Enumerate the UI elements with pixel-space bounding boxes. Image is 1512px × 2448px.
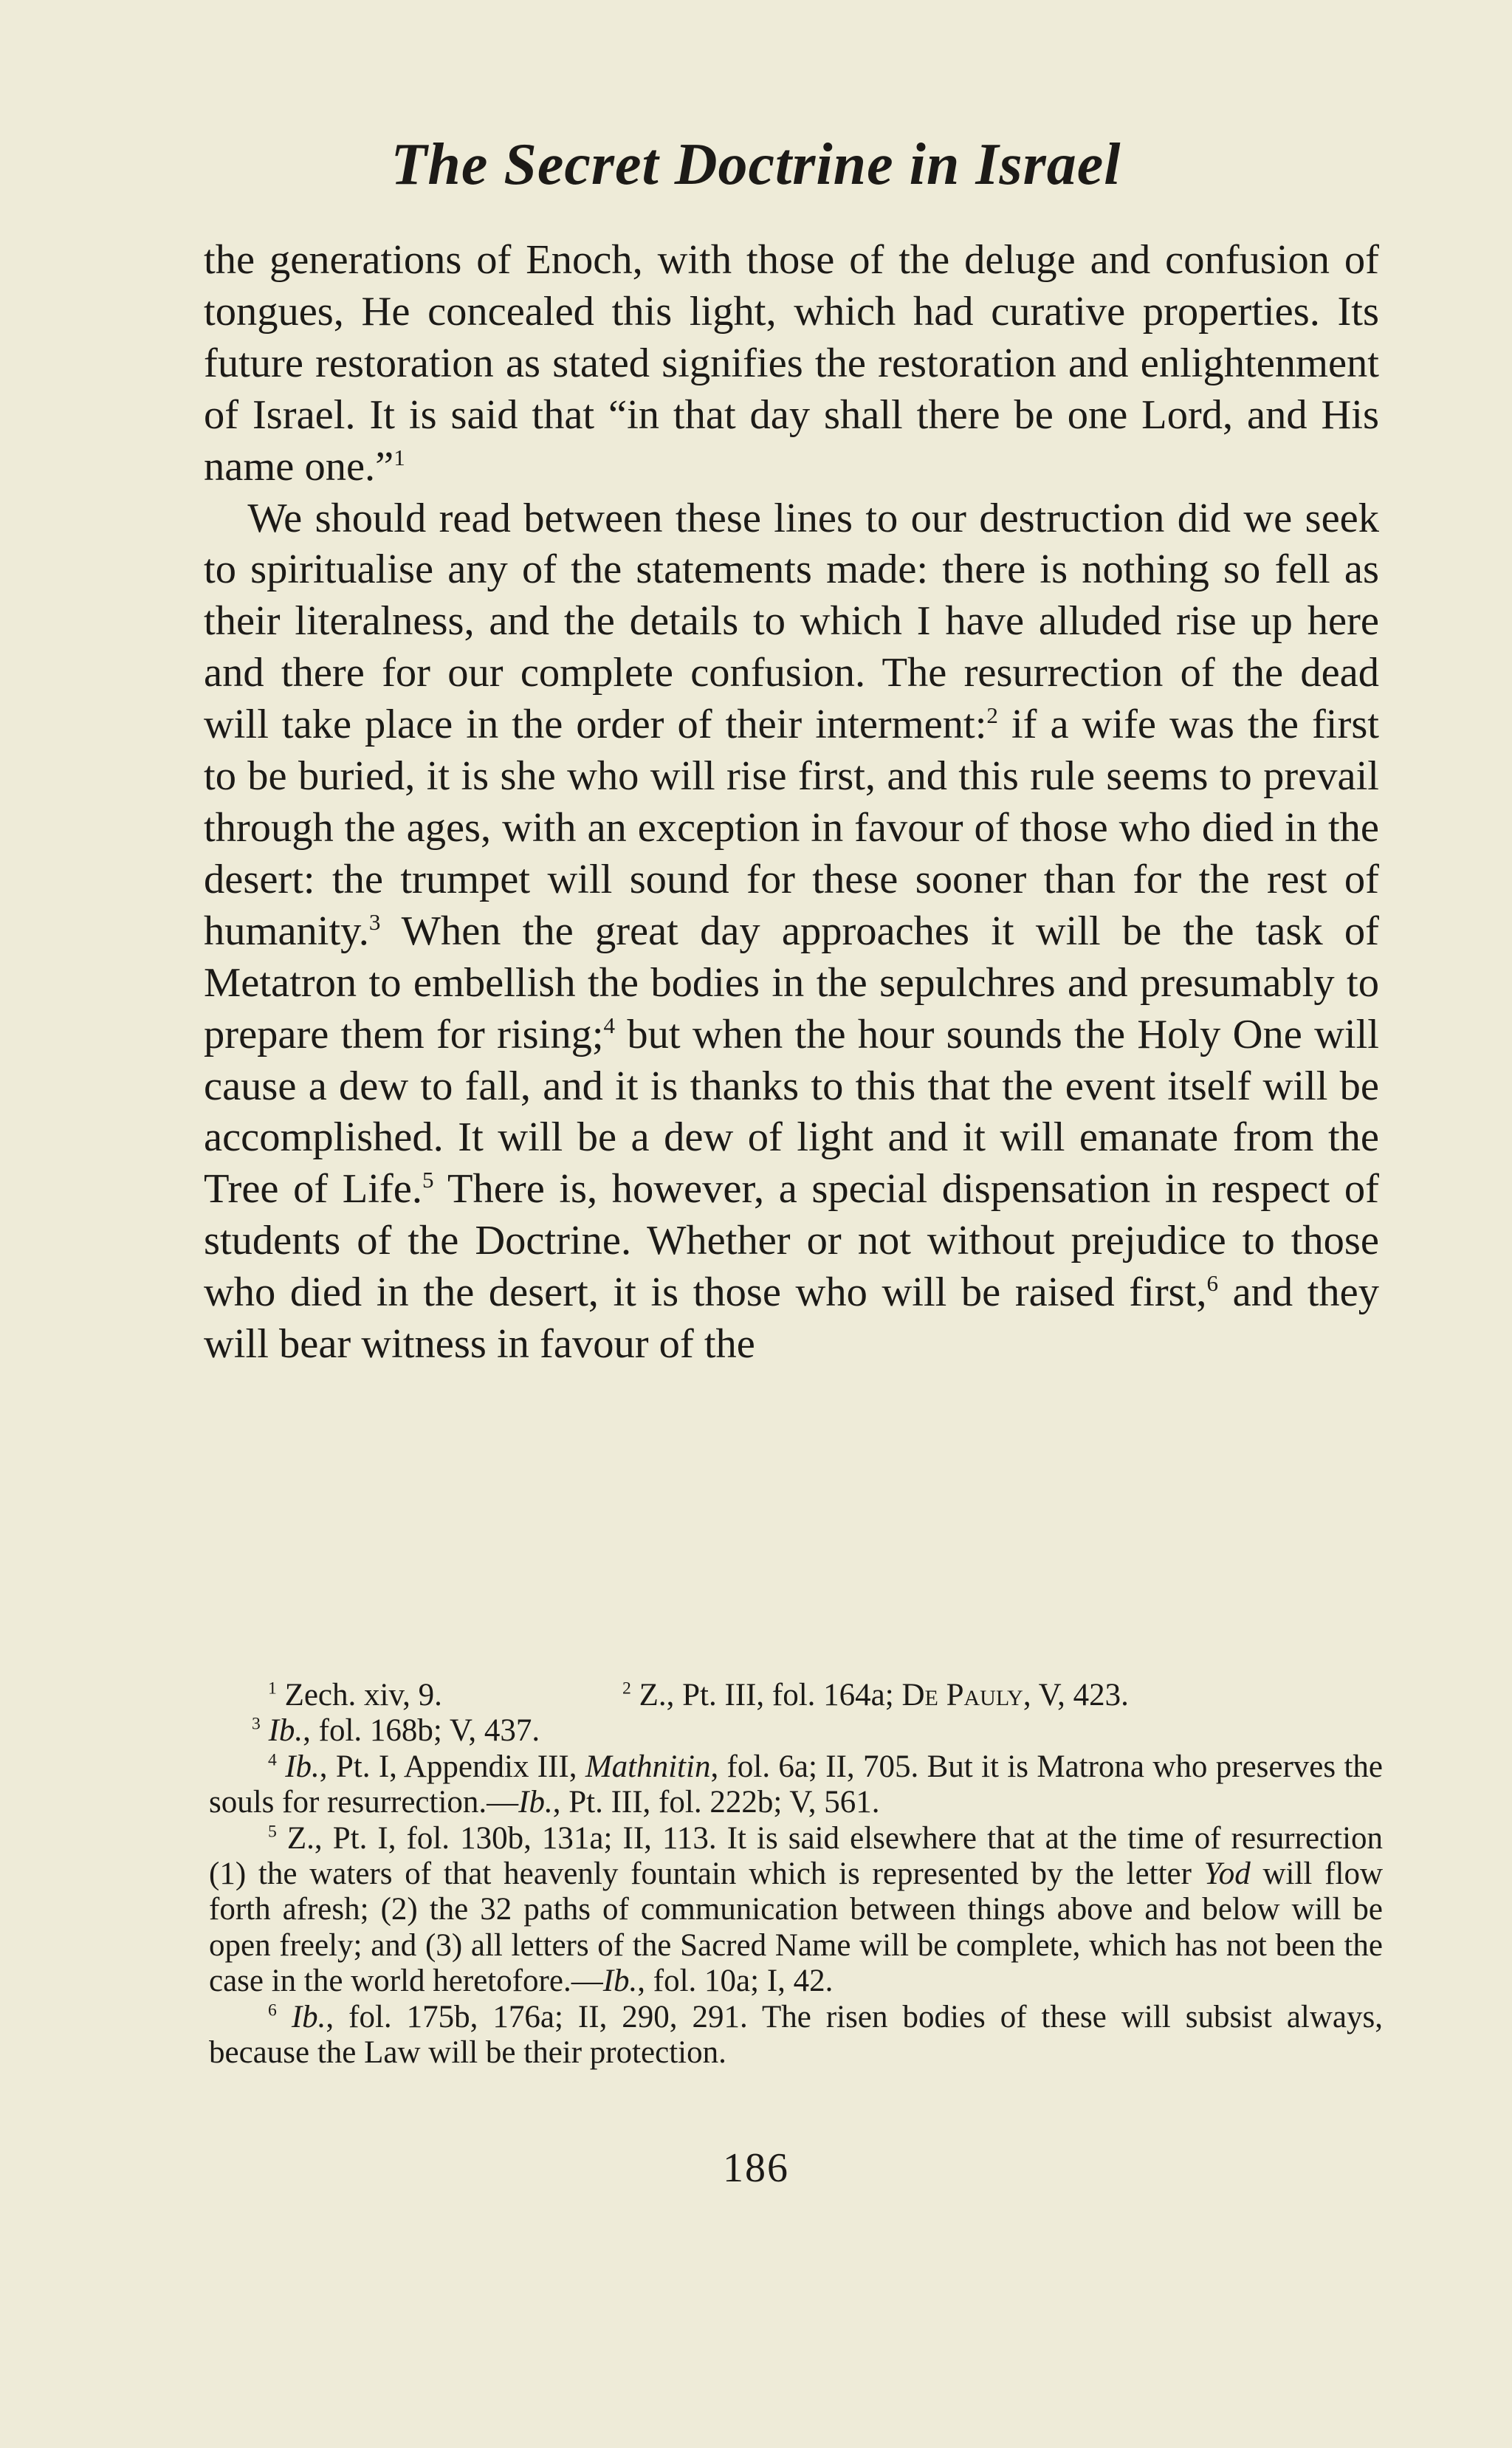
paragraph-2-text-f: and they will bear witness in favour of the — [204, 1269, 1379, 1368]
footnote-2-author: De Pauly — [901, 1678, 1023, 1712]
footnote-3-number: 3 — [252, 1715, 261, 1735]
main-text — [204, 235, 1379, 1371]
footnote-5-text-c: , fol. 10a; I, 42. — [637, 1964, 834, 1999]
footnote-5 — [209, 1821, 1383, 2000]
footnote-6 — [209, 2000, 1383, 2071]
footnote-5-text-a: Z., Pt. I, fol. 130b, 131a; II, 113. It is said elsewhere that at the time of resurrection (1) the waters of that heavenly fountain which is represented by the letter — [209, 1820, 1384, 1892]
footnote-ref-6: 6 — [1206, 1270, 1218, 1297]
footnote-5-yod: Yod — [1203, 1856, 1251, 1892]
paragraph-2-text-a: We should read between these lines to our destruction did we seek to spiritualise any of the statements made: there is nothing so fell as their literalness, and the details to which I have alluded rise up here and there for our complete confusion. The resurrection of the dead will take place in the order of their interment: — [204, 495, 1379, 748]
footnote-2-text-b: , V, 423. — [1023, 1678, 1129, 1712]
footnote-row-1-2 — [209, 1678, 1383, 1713]
footnote-1 — [209, 1678, 622, 1713]
footnote-4-text-b: , fol. 6a; II, 705. But it is Matrona who preserves the souls for resurrection.— — [209, 1749, 1384, 1820]
footnote-2-text-a: Z., Pt. III, fol. 164a; — [639, 1678, 902, 1712]
footnotes — [209, 1678, 1383, 2071]
footnote-5-text-b: will flow forth afresh; (2) the 32 paths of communication between things above and below will be open freely; and (3) all letters of the Sacred Name will be complete, which has not been the case in the world heretofore.— — [209, 1856, 1383, 1999]
footnote-2 — [622, 1678, 1129, 1713]
footnote-4 — [209, 1749, 1383, 1821]
running-title: The Secret Doctrine in Israel — [391, 132, 1121, 197]
footnote-6-number: 6 — [268, 2000, 277, 2020]
paragraph-2-text-e: There is, however, a special dispensation in respect of students of the Doctrine. Whether or not without prejudice to those who died in the desert, it is those who will be raised first, — [204, 1166, 1379, 1316]
footnote-6-text: , fol. 175b, 176a; II, 290, 291. The risen bodies of these will subsist always, because the Law will be their protection. — [209, 1999, 1383, 2071]
footnote-4-number: 4 — [268, 1750, 277, 1770]
footnote-6-ib: Ib. — [291, 1999, 326, 2034]
footnote-1-number: 1 — [268, 1679, 277, 1698]
footnote-4-ib-2: Ib. — [518, 1785, 553, 1820]
footnote-5-number: 5 — [268, 1822, 277, 1842]
footnote-ref-3: 3 — [368, 908, 381, 935]
footnote-4-ib: Ib. — [285, 1749, 320, 1784]
paragraph-1-text: the generations of Enoch, with those of the deluge and confusion of tongues, He concealed this light, which had curative properties. Its future restoration as stated signifies the restoration and enlightenment of Israel. It is said that “in that day shall there be one Lord, and His name one.” — [204, 237, 1379, 490]
footnote-4-text-a: , Pt. I, Appendix III, — [319, 1749, 585, 1784]
paragraph-2-text-c: When the great day approaches it will be the task of Metatron to embellish the bodies in the sepulchres and presumably to prepare them for rising; — [204, 908, 1379, 1057]
paragraph-2-text-d: but when the hour sounds the Holy One will cause a dew to fall, and it is thanks to this that the event itself will be accomplished. It will be a dew of light and it will emanate from the Tree of Life. — [204, 1011, 1379, 1213]
footnote-3-ib: Ib. — [268, 1713, 303, 1749]
footnote-ref-2: 2 — [986, 702, 998, 729]
footnote-ref-5: 5 — [422, 1167, 434, 1193]
footnote-4-title: Mathnitin — [585, 1749, 711, 1784]
page-number: 186 — [723, 2145, 789, 2191]
paragraph-2 — [204, 493, 1379, 1371]
footnote-3-text: , fol. 168b; V, 437. — [303, 1713, 540, 1749]
footnote-ref-4: 4 — [603, 1012, 616, 1038]
footnote-1-text: Zech. xiv, 9. — [284, 1678, 442, 1712]
paragraph-1 — [204, 235, 1379, 493]
footnote-ref-1: 1 — [394, 444, 405, 470]
footnote-2-number: 2 — [622, 1679, 631, 1698]
footnote-3 — [209, 1713, 1383, 1749]
footnote-5-ib: Ib. — [602, 1964, 638, 1999]
footnote-4-text-c: , Pt. III, fol. 222b; V, 561. — [552, 1785, 880, 1820]
paragraph-2-text-b: if a wife was the first to be buried, it is she who will rise first, and this rule seems to prevail through the ages, with an exception in favour of those who died in the desert: the trumpet will sound for these sooner than for the rest of humanity. — [204, 702, 1379, 954]
